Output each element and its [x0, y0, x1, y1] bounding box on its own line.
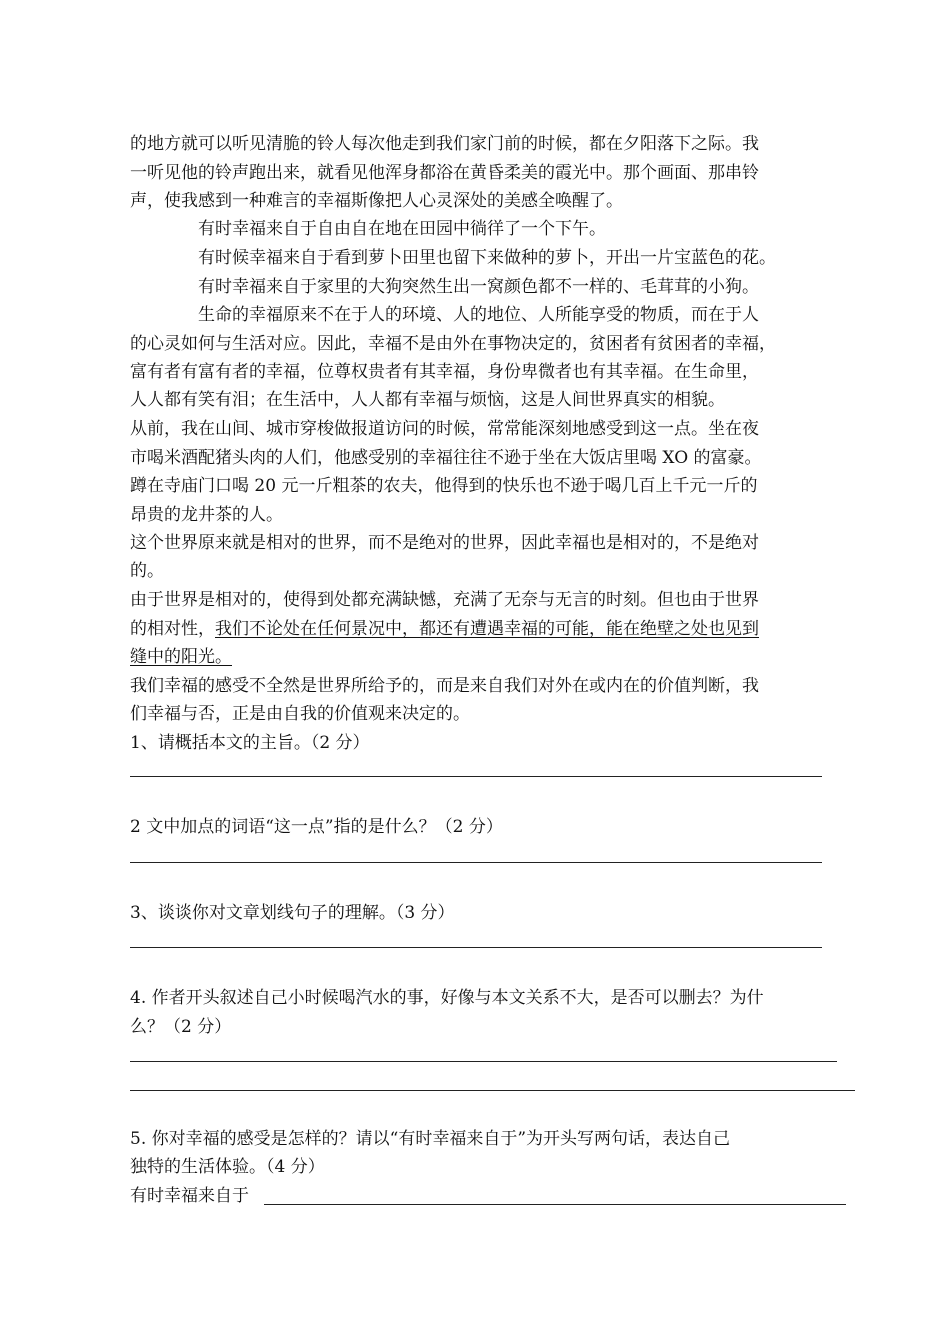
- answer-line-q4[interactable]: [130, 1061, 837, 1062]
- answer-line-q1[interactable]: [130, 776, 822, 777]
- question-5: 独特的生活体验。（4 分）: [130, 1157, 325, 1177]
- passage-line: [130, 644, 232, 670]
- passage-line: 我们幸福的感受不全然是世界所给予的，而是来自我们对外在或内在的价值判断，我: [130, 676, 759, 696]
- passage-line: 富有者有富有者的幸福，位尊权贵者有其幸福，身份卑微者也有其幸福。在生命里，: [130, 362, 759, 382]
- question-1: 1、请概括本文的主旨。（2 分）: [130, 733, 370, 753]
- passage-line: 的。: [130, 561, 164, 581]
- passage-line: 声，使我感到一种难言的幸福斯像把人心灵深处的美感全唤醒了。: [130, 191, 623, 211]
- passage-line: 们幸福与否，正是由自我的价值观来决定的。: [130, 704, 470, 724]
- passage-line: 一听见他的铃声跑出来，就看见他浑身都浴在黄昏柔美的霞光中。那个画面、那串铃: [130, 163, 759, 183]
- passage-line: 市喝米酒配猪头肉的人们，他感受别的幸福往往不逊于坐在大饭店里喝 XO 的富豪。: [130, 448, 762, 468]
- passage-line: 蹲在寺庙门口喝 20 元一斤粗茶的农夫，他得到的快乐也不逊于喝几百上千元一斤的: [130, 476, 758, 496]
- question-3: 3、谈谈你对文章划线句子的理解。（3 分）: [130, 903, 455, 923]
- underlined-sentence: 缝中的阳光。: [130, 647, 232, 667]
- answer-line-q2[interactable]: [130, 862, 822, 863]
- passage-line: 的地方就可以听见清脆的铃人每次他走到我们家门前的时候，都在夕阳落下之际。我: [130, 134, 759, 154]
- passage-text: 的相对性，: [130, 619, 215, 639]
- passage-line: 从前，我在山间、城市穿梭做报道访问的时候，常常能深刻地感受到这一点。坐在夜: [130, 419, 759, 439]
- question-4: 么？（2 分）: [130, 1017, 232, 1037]
- passage-line: 有时幸福来自于自由自在地在田园中徜徉了一个下午。: [198, 219, 606, 239]
- passage-line: 有时幸福来自于家里的大狗突然生出一窝颜色都不一样的、毛茸茸的小狗。: [198, 277, 759, 297]
- passage-line: 昂贵的龙井茶的人。: [130, 505, 283, 525]
- question-4: 4. 作者开头叙述自己小时候喝汽水的事，好像与本文关系不大，是否可以删去？为什: [130, 988, 764, 1008]
- passage-line: 这个世界原来就是相对的世界，而不是绝对的世界，因此幸福也是相对的，不是绝对: [130, 533, 759, 553]
- passage-line: 有时候幸福来自于看到萝卜田里也留下来做种的萝卜，开出一片宝蓝色的花。: [198, 248, 776, 268]
- question-5-prompt: 有时幸福来自于: [130, 1186, 249, 1206]
- question-2: 2 文中加点的词语“这一点”指的是什么？（2 分）: [130, 817, 503, 837]
- passage-line: 生命的幸福原来不在于人的环境、人的地位、人所能享受的物质，而在于人: [198, 305, 759, 325]
- passage-line: [130, 616, 759, 642]
- question-5: 5. 你对幸福的感受是怎样的？请以“有时幸福来自于”为开头写两句话，表达自己: [130, 1129, 731, 1149]
- answer-line-q3[interactable]: [130, 947, 822, 948]
- answer-line-q4[interactable]: [130, 1090, 855, 1091]
- passage-line: 人人都有笑有泪；在生活中，人人都有幸福与烦恼，这是人间世界真实的相貌。: [130, 390, 725, 410]
- passage-line: 由于世界是相对的，使得到处都充满缺憾，充满了无奈与无言的时刻。但也由于世界: [130, 590, 759, 610]
- underlined-sentence: 我们不论处在任何景况中，都还有遭遇幸福的可能，能在绝壁之处也见到: [215, 619, 759, 639]
- answer-line-q5[interactable]: [264, 1204, 846, 1205]
- passage-line: 的心灵如何与生活对应。因此，幸福不是由外在事物决定的，贫困者有贫困者的幸福，: [130, 334, 776, 354]
